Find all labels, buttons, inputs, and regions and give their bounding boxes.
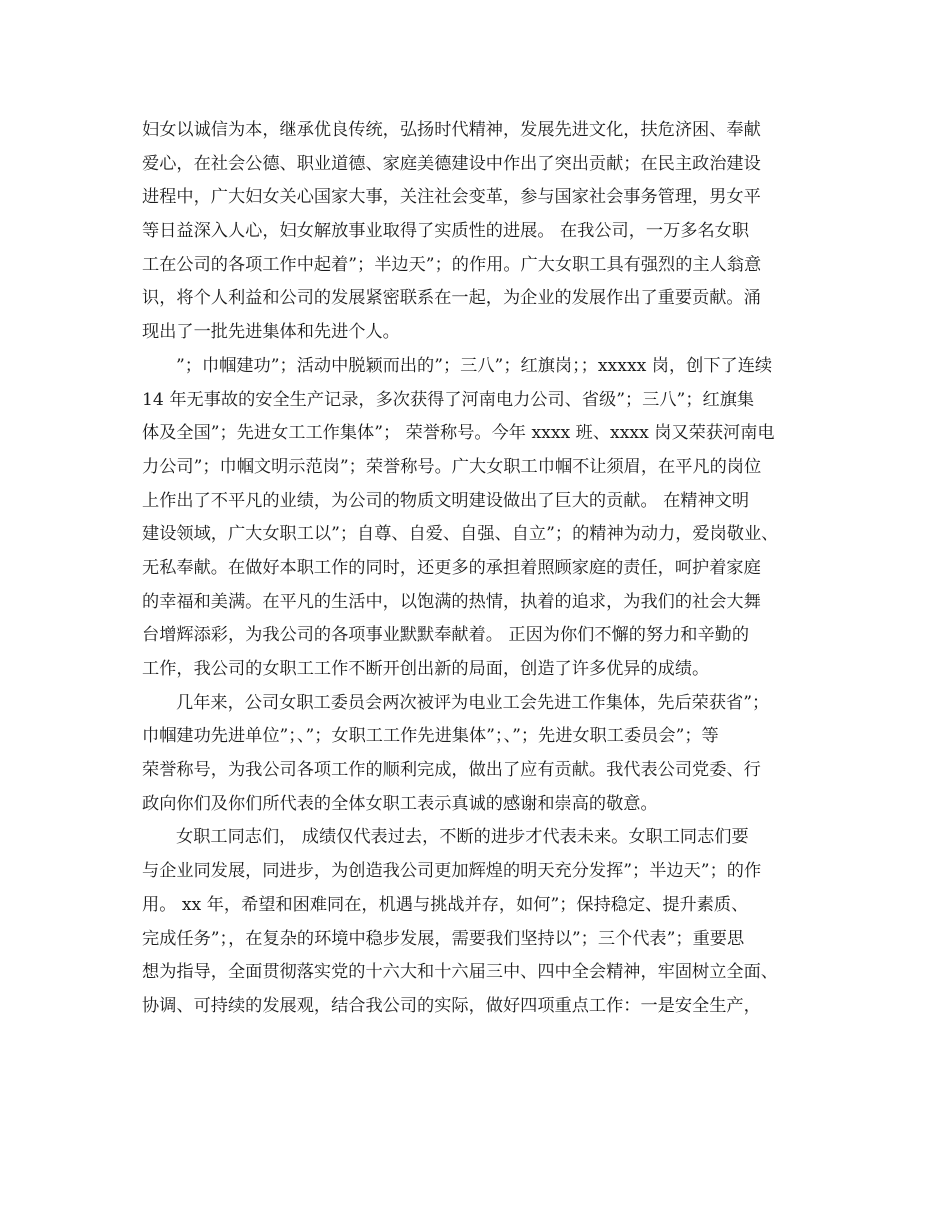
paragraph-2-line-5: 上作出了不平凡的业绩，为公司的物质文明建设做出了巨大的贡献。 在精神文明 [142,490,750,511]
paragraph-2-line-3: 体及全国”；先进女工工作集体”； 荣誉称号。今年 xxxx 班、xxxx 岗又荣获河南电 [142,423,775,444]
paragraph-2-line-2: 14 年无事故的安全生产记录，多次获得了河南电力公司、省级”；三八”；红旗集 [142,389,755,410]
paragraph-1-line-6: 识，将个人利益和公司的发展紧密联系在一起，为企业的发展作出了重要贡献。涌 [142,288,761,309]
paragraph-1-line-4: 等日益深入人心，妇女解放事业取得了实质性的进展。 在我公司，一万多名女职 [142,221,750,242]
paragraph-1-line-5: 工在公司的各项工作中起着”；半边天”；的作用。广大女职工具有强烈的主人翁意 [142,254,762,275]
paragraph-2-line-7: 无私奉献。在做好本职工作的同时，还更多的承担着照顾家庭的责任，呵护着家庭 [142,557,761,578]
paragraph-3-line-3: 荣誉称号，为我公司各项工作的顺利完成，做出了应有贡献。我代表公司党委、行 [142,760,761,781]
paragraph-2-line-1: ”；巾帼建功”；活动中脱颖而出的”；三八”；红旗岗；；xxxxx 岗，创下了连续 [176,355,773,376]
paragraph-1-line-2: 爱心，在社会公德、职业道德、家庭美德建设中作出了突出贡献；在民主政治建设 [142,153,761,174]
paragraph-1-line-7: 现出了一批先进集体和先进个人。 [142,322,400,343]
document-body [142,114,822,1024]
paragraph-4-line-3: 用。 xx 年，希望和困难同在，机遇与挑战并存，如何”；保持稳定、提升素质、 [142,894,749,915]
paragraph-3-line-4: 政向你们及你们所代表的全体女职工表示真诚的感谢和崇高的敬意。 [142,793,658,814]
paragraph-2 [142,350,822,687]
paragraph-4-line-6: 协调、可持续的发展观，结合我公司的实际，做好四项重点工作：一是安全生产， [142,995,761,1016]
paragraph-4-line-4: 完成任务”；，在复杂的环境中稳步发展，需要我们坚持以”；三个代表”；重要思 [142,928,745,949]
paragraph-4-line-5: 想为指导，全面贯彻落实党的十六大和十六届三中、四中全会精神，牢固树立全面、 [142,962,778,983]
paragraph-4-line-2: 与企业同发展，同进步，为创造我公司更加辉煌的明天充分发挥”；半边天”；的作 [142,861,762,882]
paragraph-4-line-1: 女职工同志们， 成绩仅代表过去，不断的进步才代表未来。女职工同志们要 [176,827,749,848]
paragraph-2-line-10: 工作，我公司的女职工工作不断开创出新的局面，创造了许多优异的成绩。 [142,659,710,679]
paragraph-1-line-1: 妇女以诚信为本，继承优良传统，弘扬时代精神，发展先进文化，扶危济困、奉献 [142,120,761,140]
paragraph-2-line-8: 的幸福和美满。在平凡的生活中，以饱满的热情，执着的追求，为我们的社会大舞 [142,591,761,612]
paragraph-4 [142,821,822,1023]
paragraph-3-line-2: 巾帼建功先进单位”；、”；女职工工作先进集体”；、”；先进女职工委员会”；等 [142,726,719,747]
paragraph-2-line-9: 台增辉添彩，为我公司的各项事业默默奉献着。 正因为你们不懈的努力和辛勤的 [142,625,750,646]
paragraph-1-line-3: 进程中，广大妇女关心国家大事，关注社会变革，参与国家社会事务管理，男女平 [142,187,761,208]
paragraph-1 [142,114,822,350]
paragraph-3 [142,687,822,822]
paragraph-2-line-4: 力公司”；巾帼文明示范岗”；荣誉称号。广大女职工巾帼不让须眉，在平凡的岗位 [142,456,762,477]
paragraph-2-line-6: 建设领域，广大女职工以”；自尊、自爱、自强、自立”；的精神为动力，爱岗敬业、 [142,524,779,545]
paragraph-3-line-1: 几年来，公司女职工委员会两次被评为电业工会先进工作集体，先后荣获省”； [176,692,770,713]
